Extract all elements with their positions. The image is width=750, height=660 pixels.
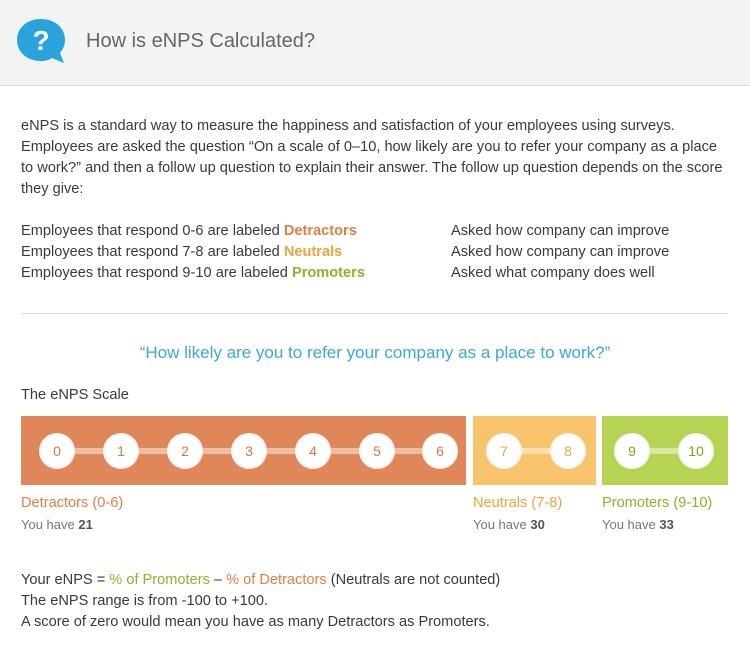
promoters-count-value: 33 [659, 517, 674, 532]
detractors-count-value: 21 [78, 517, 93, 532]
followup-text: Asked what company does well [451, 265, 655, 281]
promoters-group-label: Promoters (9-10) [602, 495, 713, 511]
neutrals-group-label: Neutrals (7-8) [473, 495, 563, 511]
page-header [0, 0, 750, 86]
scale-point-8: 8 [550, 433, 586, 469]
scale-point-5: 5 [359, 433, 395, 469]
response-categories [21, 221, 731, 284]
intro-paragraph: eNPS is a standard way to measure the happiness and satisfaction of your employees using surveys. Employees are asked the question “On a scale of 0–10, how likely are you to refer your company as a place to work?” and then a follow up question to explain their answer. The follow up question depends on the score they give: [21, 118, 723, 197]
detractors-label: Detractors [283, 223, 357, 239]
scale-title: The eNPS Scale [21, 387, 129, 403]
detractors-term: % of Detractors [226, 572, 327, 588]
range-line: The eNPS range is from -100 to +100. [21, 593, 269, 609]
neutrals-count: You have 30 [473, 517, 545, 532]
scale-point-3: 3 [231, 433, 267, 469]
response-row-promoters [21, 263, 731, 284]
response-row-text: Employees that respond 0-6 are labeled [21, 223, 284, 239]
response-row-text: Employees that respond 9-10 are labeled [21, 265, 292, 281]
promoters-term: % of Promoters [109, 572, 210, 588]
followup-text: Asked how company can improve [451, 244, 670, 260]
enps-formula [21, 570, 731, 633]
section-divider [21, 313, 728, 314]
response-row-neutrals [21, 242, 731, 263]
scale-point-2: 2 [167, 433, 203, 469]
response-row-detractors [21, 221, 731, 242]
scale-point-6: 6 [422, 433, 458, 469]
neutrals-label: Neutrals [283, 244, 343, 260]
neutrals-count-value: 30 [530, 517, 545, 532]
promoters-count: You have 33 [602, 517, 674, 532]
formula-line: Your eNPS = % of Promoters – % of Detractors (Neutrals are not counted) [21, 572, 501, 588]
detractors-group-label: Detractors (0-6) [21, 495, 124, 511]
scale-point-10: 10 [678, 433, 714, 469]
scale-point-0: 0 [39, 433, 75, 469]
help-question-icon [14, 17, 68, 65]
scale-point-4: 4 [295, 433, 331, 469]
survey-question: “How likely are you to refer your company as a place to work?” [139, 343, 611, 362]
promoters-label: Promoters [291, 265, 365, 281]
followup-text: Asked how company can improve [451, 223, 670, 239]
zero-score-line: A score of zero would mean you have as many Detractors as Promoters. [21, 614, 490, 630]
response-row-text: Employees that respond 7-8 are labeled [21, 244, 284, 260]
svg-text:?: ? [32, 25, 50, 56]
scale-point-9: 9 [614, 433, 650, 469]
scale-point-7: 7 [486, 433, 522, 469]
scale-point-1: 1 [103, 433, 139, 469]
detractors-count: You have 21 [21, 517, 93, 532]
page-title: How is eNPS Calculated? [86, 30, 315, 52]
